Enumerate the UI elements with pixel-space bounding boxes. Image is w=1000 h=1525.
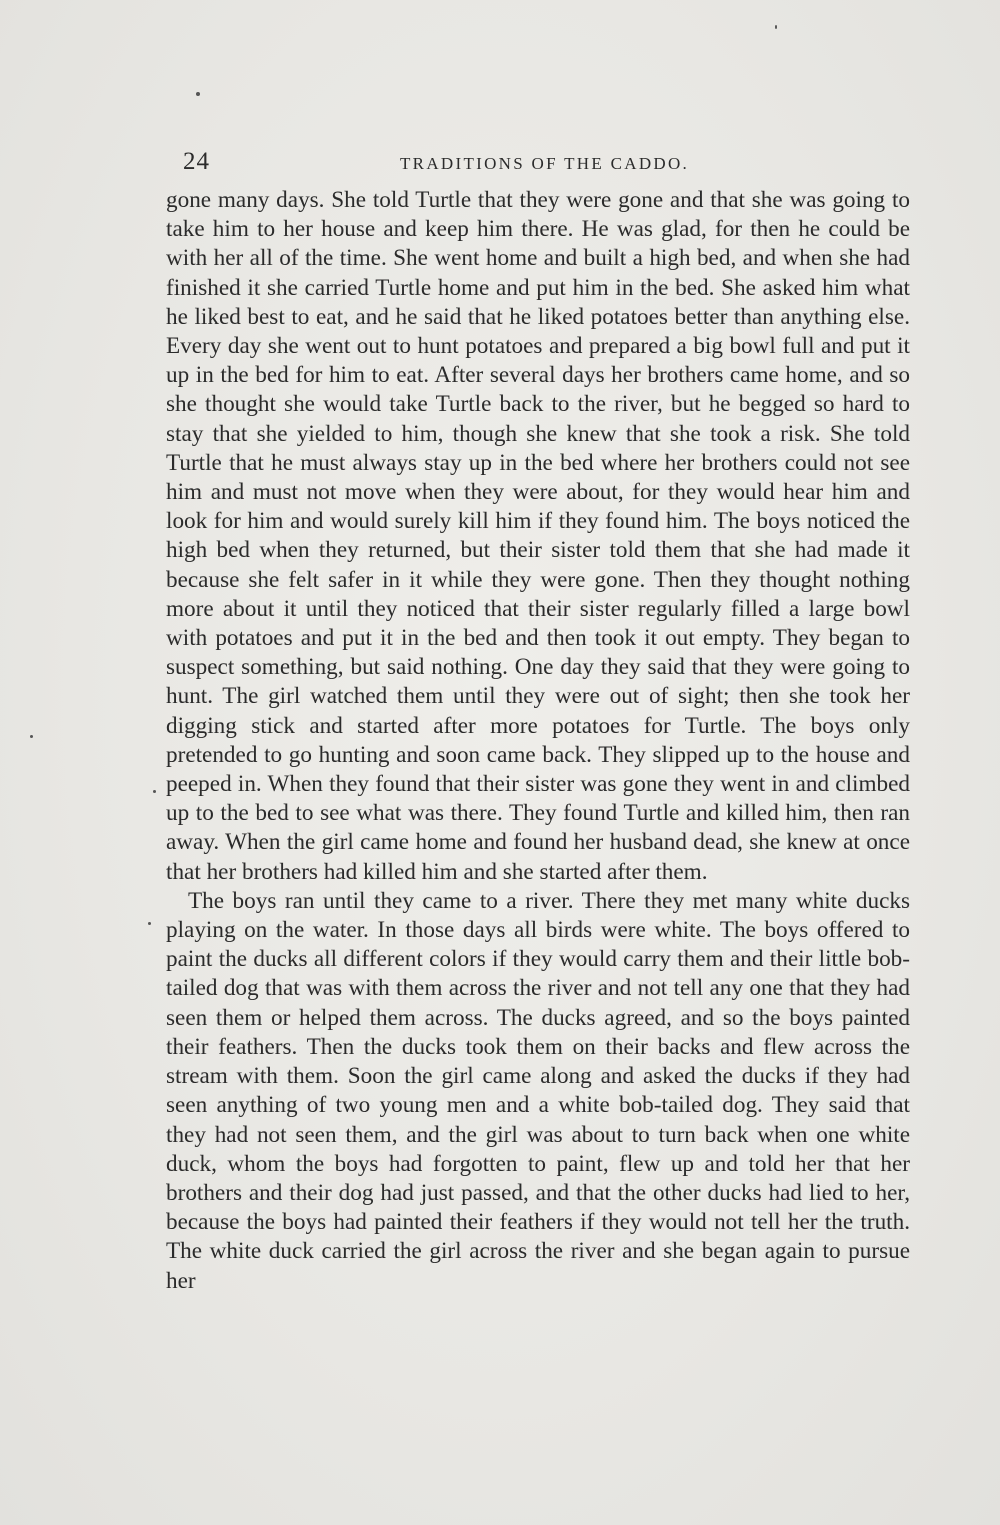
page-number: 24 [183, 148, 210, 175]
paragraph-2: The boys ran until they came to a river. There they met many white ducks playing on the water. In those days all birds were white. The boys offered to paint the ducks all different colors if they would carry them and their little bob-tailed dog that was with them across the river and not tell any one that they had seen them or helped them across. The ducks agreed, and so the boys painted their feathers. Then the ducks took them on their backs and flew across the stream with them. Soon the girl came along and asked the ducks if they had seen anything of two young men and a white bob-tailed dog. They said that they had not seen them, and the girl was about to turn back when one white duck, whom the boys had forgotten to paint, flew up and told her that her brothers and their dog had just passed, and that the other ducks had lied to her, because the boys had painted their feathers if they would not tell her the truth. The white duck carried the girl across the river and she began again to pursue her [166, 887, 910, 1294]
paper-speck [196, 92, 200, 96]
running-title: TRADITIONS OF THE CADDO. [400, 154, 690, 173]
paper-speck [30, 735, 33, 738]
paper-speck [775, 25, 777, 29]
body-text [166, 186, 910, 1296]
page-header [183, 148, 908, 188]
paper-speck [153, 790, 156, 793]
paragraph-1: gone many days. She told Turtle that they were gone and that she was going to take him to her house and keep him there. He was glad, for then he could be with her all of the time. She went home and built a high bed, and when she had finished it she carried Turtle home and put him in the bed. She asked him what he liked best to eat, and he said that he liked potatoes better than anything else. Every day she went out to hunt potatoes and prepared a big bowl full and put it up in the bed for him to eat. After several days her brothers came home, and so she thought she would take Turtle back to the river, but he begged so hard to stay that she yielded to him, though she knew that she took a risk. She told Turtle that he must always stay up in the bed where her brothers could not see him and must not move when they were about, for they would hear him and look for him and would surely kill him if they found him. The boys noticed the high bed when they returned, but their sister told them that she had made it because she felt safer in it while they were gone. Then they thought nothing more about it until they noticed that their sister regularly filled a large bowl with potatoes and put it in the bed and then took it out empty. They began to suspect something, but said nothing. One day they said that they were going to hunt. The girl watched them until they were out of sight; then she took her digging stick and started after more potatoes for Turtle. The boys only pretended to go hunting and soon came back. They slipped up to the house and peeped in. When they found that their sister was gone they went in and climbed up to the bed to see what was there. They found Turtle and killed him, then ran away. When the girl came home and found her husband dead, she knew at once that her brothers had killed him and she started after them. [166, 187, 910, 885]
paper-speck [148, 922, 151, 925]
